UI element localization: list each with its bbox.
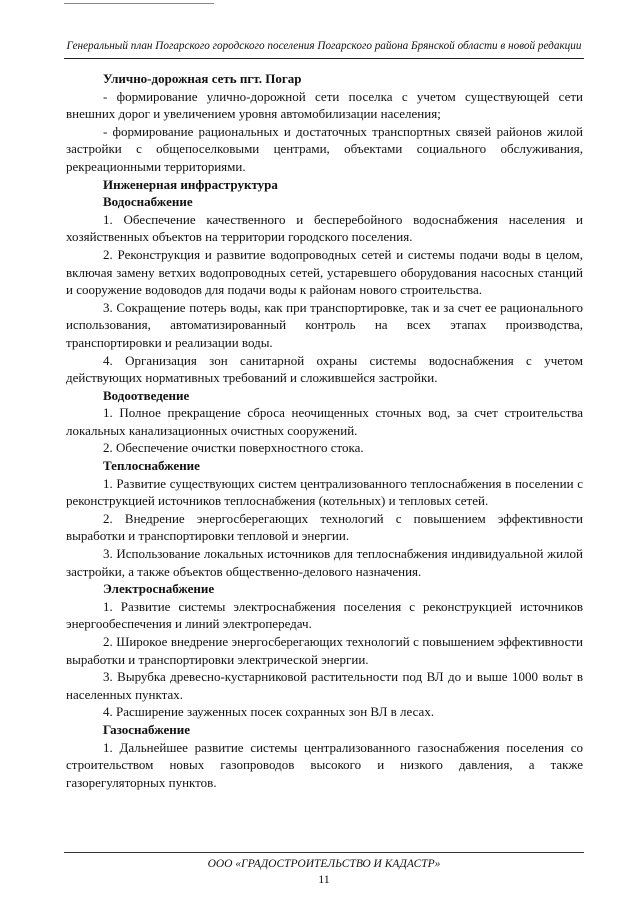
header-divider (64, 58, 584, 59)
section-heading: Теплоснабжение (103, 458, 200, 474)
document-body (66, 70, 583, 791)
paragraph: 3. Использование локальных источников для теплоснабжения индивидуальной жилой застройки, а также объектов общественно-делового назначения. (66, 546, 583, 579)
paragraph: 4. Расширение зауженных посек сохранных зон ВЛ в лесах. (103, 704, 435, 720)
paragraph: 3. Вырубка древесно-кустарниковой растительности под ВЛ до и выше 1000 вольт в населенных пунктах. (66, 669, 583, 702)
section-heading: Инженерная инфраструктура (103, 176, 278, 192)
paragraph: 2. Реконструкция и развитие водопроводных сетей и системы подачи воды в целом, включая замену ветхих водопроводных сетей, устаревшего оборудования насосных станций и сооружение водоводов для подачи воды к районам нового строительства. (66, 246, 583, 298)
paragraph: 1. Развитие существующих систем централизованного теплоснабжения в поселении с реконструкцией источников теплоснабжения (котельных) и тепловых сетей. (66, 475, 583, 509)
paragraph: 2. Обеспечение очистки поверхностного стока. (103, 440, 364, 456)
section-heading: Водоснабжение (103, 194, 193, 210)
section-heading: Улично-дорожная сеть пгт. Погар (103, 71, 302, 86)
paragraph: 1. Развитие системы электроснабжения поселения с реконструкцией источников энергообеспечения и линий электропередач. (66, 598, 583, 632)
footer-divider (64, 852, 584, 853)
top-scan-line (64, 3, 214, 4)
section-heading: Газоснабжение (103, 721, 190, 737)
paragraph: 1. Обеспечение качественного и бесперебойного водоснабжения населения и хозяйственных объектов на территории городского поселения. (66, 211, 583, 245)
running-header: Генеральный план Погарского городского поселения Погарского района Брянской области в новой редакции (66, 40, 582, 52)
section-heading: Электроснабжение (103, 581, 215, 597)
page-number: 11 (318, 872, 330, 886)
paragraph: 3. Сокращение потерь воды, как при транспортировке, так и за счет ее рационального использования, автоматизированный контроль на всех этапах производства, транспортировки и реализации воды. (66, 299, 583, 350)
paragraph: - формирование рациональных и достаточных транспортных связей районов жилой застройки с общепоселковыми центрами, объектами социального обслуживания, рекреационными территориями. (66, 123, 583, 174)
paragraph: 4. Организация зон санитарной охраны системы водоснабжения с учетом действующих нормативных требований и сложившейся застройки. (66, 352, 583, 386)
paragraph: 1. Полное прекращение сброса неочищенных сточных вод, за счет строительства локальных канализационных очистных сооружений. (66, 405, 583, 438)
section-heading: Водоотведение (103, 387, 190, 403)
paragraph: 1. Дальнейшее развитие системы централизованного газоснабжения поселения со строительством новых газопроводов высокого и низкого давления, а также газорегуляторных пунктов. (66, 739, 583, 790)
paragraph: - формирование улично-дорожной сети поселка с учетом существующей сети внешних дорог и увеличением уровня автомобилизации населения; (66, 88, 583, 122)
paragraph: 2. Внедрение энергосберегающих технологий с повышением эффективности выработки и транспортировки тепловой и энергии. (66, 510, 583, 544)
paragraph: 2. Широкое внедрение энергосберегающих технологий с повышением эффективности выработки и транспортировки электрической энергии. (66, 634, 583, 667)
footer-organization: ООО «ГРАДОСТРОИТЕЛЬСТВО И КАДАСТР» (207, 858, 441, 870)
